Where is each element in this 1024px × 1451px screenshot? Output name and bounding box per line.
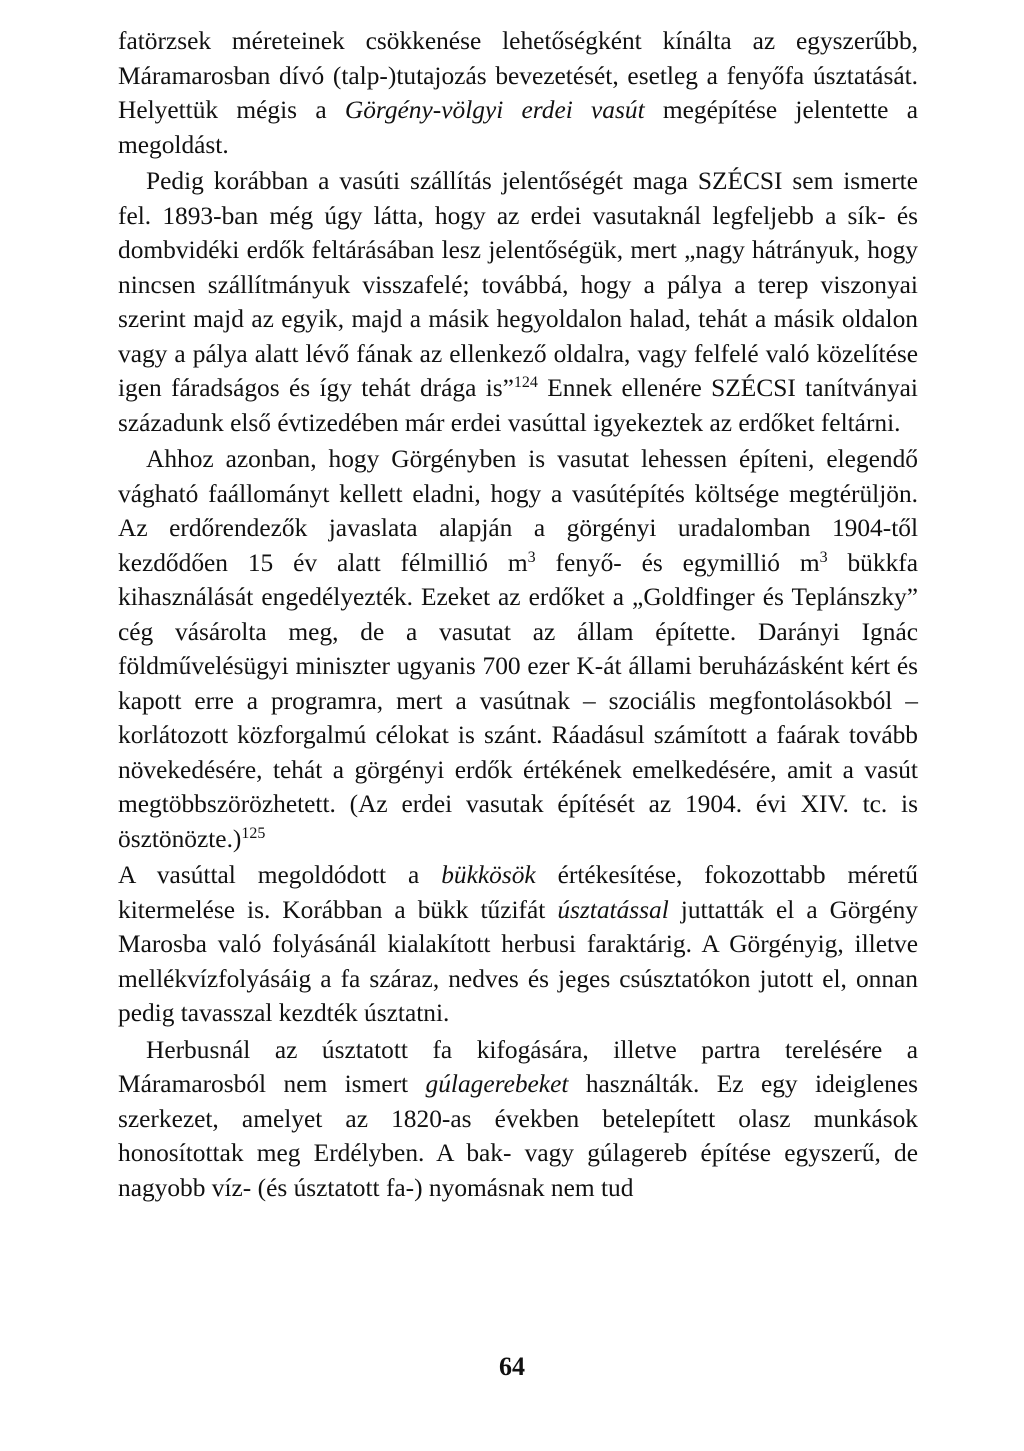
paragraph-5-text-1: Herbusnál az úsztatott fa kifogására, illetve partra terelésére a Máramarosból nem ismert — [118, 1035, 918, 1098]
paragraph-3-text-1: Ahhoz azonban, hogy Görgényben is vasutat lehessen építeni, elegendő vágható faállományt kellett eladni, hogy a vasútépítés költsége megtérüljön. Az erdőrendezők javaslata alapján a görgényi uradalomban 1904-től kezdődően 15 év alatt félmillió m — [118, 445, 918, 577]
page-number: 64 — [499, 1352, 525, 1381]
paragraph-4-text-1: A vasúttal megoldódott a — [118, 861, 442, 889]
superscript-cubic-1: 3 — [527, 548, 536, 566]
paragraph-1-text-2: megépítése jelentette a megoldást. — [118, 96, 918, 159]
paragraph-4-italic-2: úsztatással — [557, 895, 669, 924]
paragraph-1-italic-1: Görgény-völgyi erdei vasút — [344, 96, 645, 124]
paragraph-4-italic-1: bükkösök — [441, 861, 536, 889]
paragraph-3-text-3: bükkfa kihasználását engedélyezték. Ezeket az erdőket a „Goldfinger és Teplánszky” cég vásárolta meg, de a vasutat az állam építette. Darányi Ignác földművelésügyi miniszter ugyanis 700 ezer K-át állami beruházásként kért és kapott erre a programra, mert a vasútnak – szociális megfontolásokból – korlátozott közforgalmú célokat is szánt. Ráadásul számított a faárak tovább növekedésére, tehát a görgényi erdők értékének emelkedésére, amit a vasút megtöbbszörözhetett. (Az erdei vasutak építését az 1904. évi XIV. tc. is ösztönözte.) — [118, 548, 918, 853]
paragraph-2-text-1: Pedig korábban a vasúti szállítás jelentőségét maga SZÉCSI sem ismerte fel. 1893-ban még úgy látta, hogy az erdei vasutaknál legfeljebb a sík- és dombvidéki erdők feltárásában lesz jelentőségük, mert „nagy hátrányuk, hogy nincsen szállítmányuk visszafelé; továbbá, hogy a pálya a terep viszonyai szerint majd az egyik, majd a másik hegyoldalon halad, tehát a másik oldalon vagy a pálya alatt lévő fának az ellenkező oldalra, vagy felfelé való közelítése igen fáradságos és így tehát drága is” — [118, 167, 918, 402]
paragraph-4-text-3: juttatták el a Görgény Marosba való folyásánál kialakított herbusi faraktárig. A Görgényig, illetve mellékvízfolyásáig a fa száraz, nedves és jeges csúsztatókon jutott el, onnan pedig tavasszal kezdték úsztatni. — [118, 895, 918, 1027]
paragraph-5-italic-1: gúlagerebeket — [425, 1070, 569, 1098]
paragraph-3 — [118, 442, 918, 856]
paragraph-2-text-2: Ennek ellenére SZÉCSI tanítványai századunk első évtizedében már erdei vasúttal igyekeztek az erdőket feltárni. — [118, 374, 918, 437]
footnote-ref-124: 124 — [513, 374, 538, 392]
document-page — [118, 24, 918, 1205]
paragraph-2 — [118, 164, 918, 440]
paragraph-4-text-2: értékesítése, fokozottabb méretű kitermelése is. Korábban a bükk tűzifát — [118, 861, 918, 924]
paragraph-4 — [118, 858, 918, 1031]
paragraph-1-text-1: fatörzsek méreteinek csökkenése lehetőségként kínálta az egyszerűbb, Máramarosban dívó (talp-)tutajozás bevezetését, esetleg a fenyőfa úsztatását. Helyettük mégis a — [118, 27, 918, 124]
paragraph-1 — [118, 24, 918, 162]
footnote-ref-125: 125 — [241, 824, 266, 842]
paragraph-3-text-2: fenyő- és egymillió m — [535, 548, 820, 577]
superscript-cubic-2: 3 — [819, 548, 828, 566]
paragraph-5 — [118, 1033, 918, 1206]
paragraph-5-text-2: használták. Ez egy ideiglenes szerkezet, amelyet az 1820-as években betelepített olasz munkások honosítottak meg Erdélyben. A bak- vagy gúlagereb építése egyszerű, de nagyobb víz- (és úsztatott fa-) nyomásnak nem tud — [118, 1070, 918, 1202]
